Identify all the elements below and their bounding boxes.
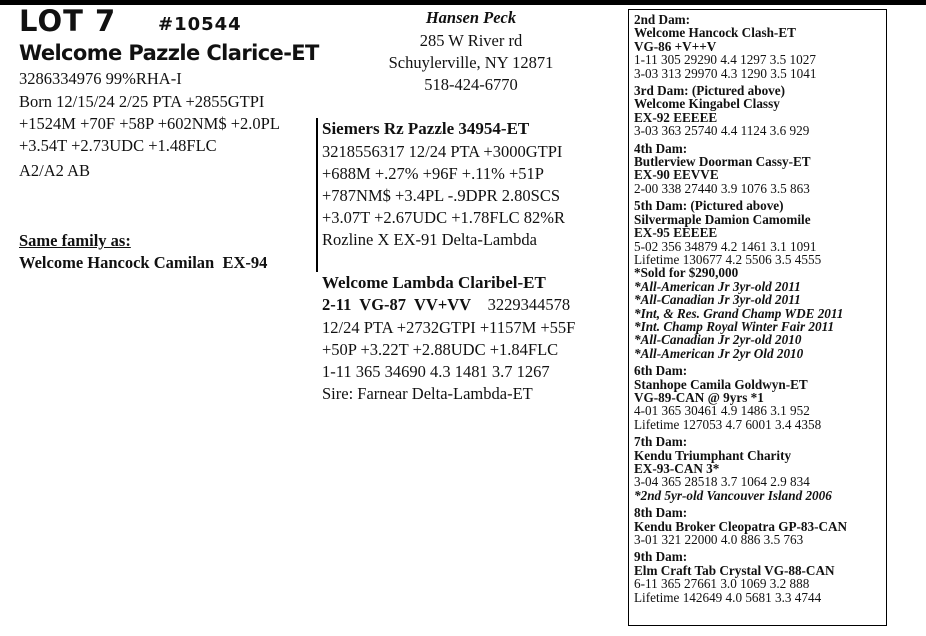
pedigree-line: 6-11 365 27661 3.0 1069 3.2 888 <box>634 576 810 592</box>
sire-info-line: Rozline X EX-91 Delta-Lambda <box>322 230 537 249</box>
dam-registration: 3229344578 <box>487 295 571 314</box>
pedigree-line: VG-89-CAN @ 9yrs *1 <box>634 389 764 405</box>
pedigree-line: *All-Canadian Jr 3yr-old 2011 <box>634 292 801 308</box>
animal-info-line: +1524M +70F +58P +602NM$ +2.0PL <box>19 114 280 133</box>
pedigree-line: *All-American Jr 2yr Old 2010 <box>634 345 804 361</box>
column-divider <box>316 118 318 272</box>
sire-name: Siemers Rz Pazzle 34954-ET <box>322 119 530 138</box>
pedigree-line: 3rd Dam: (Pictured above) <box>634 83 786 99</box>
dam-info-line: 12/24 PTA +2732GTPI +1157M +55F <box>322 318 576 337</box>
sire-info-line: +787NM$ +3.4PL -.9DPR 2.80SCS <box>322 186 561 205</box>
pedigree-line: Elm Craft Tab Crystal VG-88-CAN <box>634 562 835 578</box>
pedigree-line: *Int. Champ Royal Winter Fair 2011 <box>634 318 835 334</box>
animal-info-line: 3286334976 99%RHA-I <box>19 69 182 88</box>
dam-classification-line <box>322 295 570 315</box>
pedigree-line: EX-95 EEEEE <box>634 225 718 241</box>
pedigree-line: Kendu Broker Cleopatra GP-83-CAN <box>634 518 848 534</box>
pedigree-line: EX-90 EEVVE <box>634 167 719 183</box>
consignor-address-line2: Schuylerville, NY 12871 <box>388 53 554 72</box>
same-family-label: Same family as: <box>19 231 131 250</box>
pedigree-line: Welcome Hancock Clash-ET <box>634 25 796 41</box>
pedigree-line: 3-04 365 28518 3.7 1064 2.9 834 <box>634 474 810 490</box>
lot-number: #10544 <box>158 14 242 35</box>
pedigree-line: Welcome Kingabel Classy <box>634 96 780 112</box>
consignor-phone: 518-424-6770 <box>424 75 518 94</box>
pedigree-line: Lifetime 142649 4.0 5681 3.3 4744 <box>634 589 822 605</box>
animal-info-line: Born 12/15/24 2/25 PTA +2855GTPI <box>19 92 265 111</box>
pedigree-line: 2nd Dam: <box>634 12 691 27</box>
pedigree-line: 2-00 338 27440 3.9 1076 3.5 863 <box>634 180 810 196</box>
dam-classification: 2-11 VG-87 VV+VV <box>322 295 472 314</box>
dam-info-line: +50P +3.22T +2.88UDC +1.84FLC <box>322 340 559 359</box>
pedigree-line: *Sold for $290,000 <box>634 265 739 281</box>
pedigree-line: *2nd 5yr-old Vancouver Island 2006 <box>634 487 832 503</box>
dam-name: Welcome Lambda Claribel-ET <box>322 273 546 292</box>
pedigree-line: 3-01 321 22000 4.0 886 3.5 763 <box>634 532 804 548</box>
same-family-value: Welcome Hancock Camilan EX-94 <box>19 253 268 272</box>
animal-info-line: +3.54T +2.73UDC +1.48FLC <box>19 136 217 155</box>
animal-genotype: A2/A2 AB <box>19 161 91 180</box>
pedigree-line: Kendu Triumphant Charity <box>634 447 792 463</box>
pedigree-line: 3-03 363 25740 4.4 1124 3.6 929 <box>634 123 810 139</box>
dam-info-line: 1-11 365 34690 4.3 1481 3.7 1267 <box>322 362 550 381</box>
pedigree-line: 3-03 313 29970 4.3 1290 3.5 1041 <box>634 65 817 81</box>
pedigree-line: 8th Dam: <box>634 505 688 521</box>
pedigree-line: 1-11 305 29290 4.4 1297 3.5 1027 <box>634 52 816 68</box>
pedigree-line: *All-American Jr 3yr-old 2011 <box>634 278 801 294</box>
pedigree-line: EX-93-CAN 3* <box>634 461 720 476</box>
pedigree-line: Stanhope Camila Goldwyn-ET <box>634 376 808 392</box>
top-rule <box>0 0 926 5</box>
pedigree-line: 6th Dam: <box>634 363 688 379</box>
pedigree-line: 7th Dam: <box>634 434 688 450</box>
pedigree-box <box>628 9 887 626</box>
pedigree-line: Lifetime 127053 4.7 6001 3.4 4358 <box>634 416 822 432</box>
pedigree-line: VG-86 +V++V <box>634 38 717 54</box>
animal-name: Welcome Pazzle Clarice-ET <box>19 41 319 65</box>
pedigree-line: 4-01 365 30461 4.9 1486 3.1 952 <box>634 403 810 419</box>
sire-info-line: 3218556317 12/24 PTA +3000GTPI <box>322 142 563 161</box>
pedigree-line: Butlerview Doorman Cassy-ET <box>634 154 811 170</box>
pedigree-line: *All-Canadian Jr 2yr-old 2010 <box>634 332 802 348</box>
consignor-name: Hansen Peck <box>425 8 517 27</box>
lot-label: LOT 7 <box>19 4 117 38</box>
pedigree-line: EX-92 EEEEE <box>634 109 718 125</box>
pedigree-line: *Int, & Res. Grand Champ WDE 2011 <box>634 305 844 321</box>
pedigree-line: 4th Dam: <box>634 140 688 156</box>
pedigree-line: 5th Dam: (Pictured above) <box>634 198 784 214</box>
pedigree-line: Lifetime 130677 4.2 5506 3.5 4555 <box>634 251 822 267</box>
consignor-address-line1: 285 W River rd <box>419 31 523 50</box>
sire-info-line: +688M +.27% +96F +.11% +51P <box>322 164 544 183</box>
pedigree-line: 9th Dam: <box>634 549 688 565</box>
pedigree-line: 5-02 356 34879 4.2 1461 3.1 1091 <box>634 238 817 254</box>
pedigree-line: Silvermaple Damion Camomile <box>634 211 811 227</box>
sire-info-line: +3.07T +2.67UDC +1.78FLC 82%R <box>322 208 566 227</box>
dam-sire-line: Sire: Farnear Delta-Lambda-ET <box>322 384 533 403</box>
